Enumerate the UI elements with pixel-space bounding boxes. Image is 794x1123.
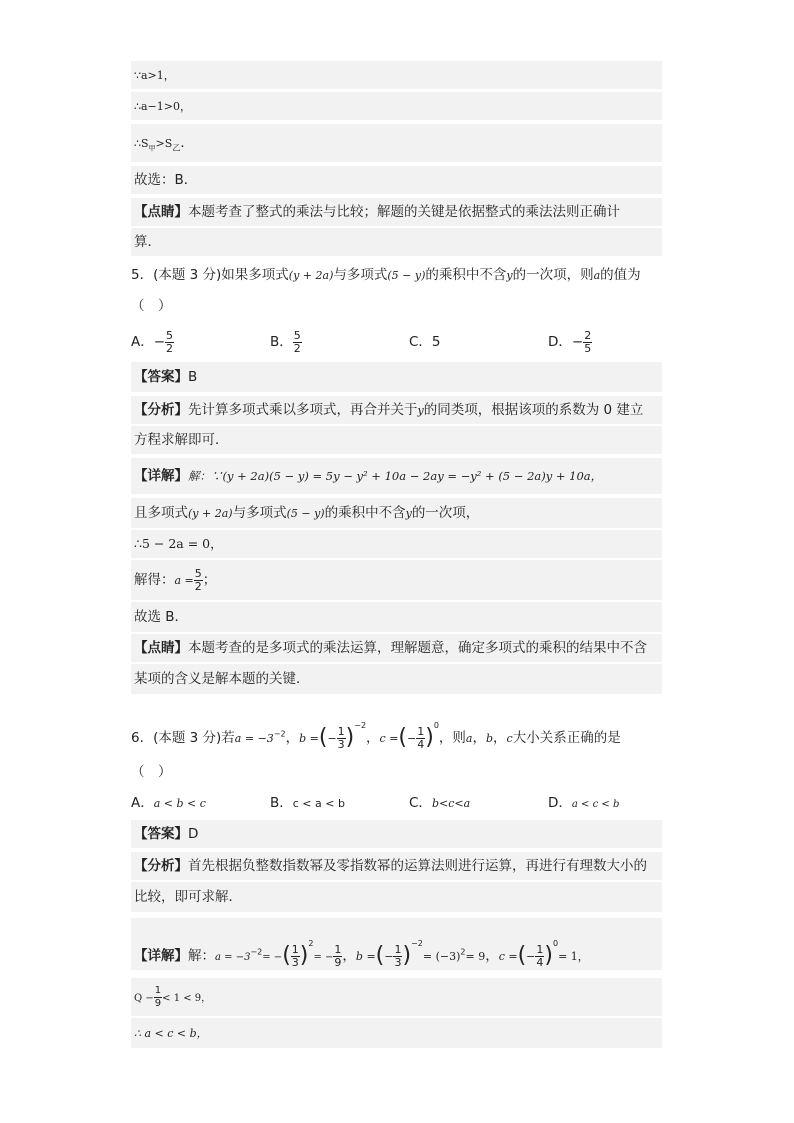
q5-paren: （ ） xyxy=(131,298,172,314)
solution-line-2: ∴a−1>0， xyxy=(131,92,662,120)
q5-detail-1: 【详解】解：∵(y + 2a)(5 − y) = 5y − y² + 10a − 2ay = −y² + (5 − 2a)y + 10a， xyxy=(131,458,662,494)
q5-answer: 【答案】B xyxy=(131,362,662,392)
solution-line-3: $\therefore S_甲>S_乙$． xyxy=(131,124,662,162)
q6-answer: 【答案】D xyxy=(131,820,662,848)
q5-comment-2: 某项的含义是解本题的关键． xyxy=(131,664,662,694)
q5-detail-3: ∴5 − 2a = 0， xyxy=(131,530,662,558)
q6-option-c: C．b<c<a xyxy=(409,795,471,811)
q5-option-c: C．5 xyxy=(409,334,441,350)
q6-option-b: B．c < a < b xyxy=(270,795,345,811)
q6-options xyxy=(131,792,662,814)
q5-detail-2: 且多项式(y + 2a)与多项式(5 − y)的乘积中不含y的一次项， xyxy=(131,498,662,528)
q5-option-a: A．− $\frac{5}{2}$ xyxy=(131,328,174,355)
q5-comment-1: 【点睛】本题考查的是多项式的乘法运算，理解题意，确定多项式的乘积的结果中不含 xyxy=(131,634,662,662)
q6-analysis-2: 比较，即可求解． xyxy=(131,882,662,912)
q5-option-b: B． $\frac{5}{2}$ xyxy=(270,328,301,355)
q5-choice: 故选 B． xyxy=(131,602,662,632)
q5-analysis-2: 方程求解即可． xyxy=(131,426,662,454)
comment-line-1: 【点睛】本题考查了整式的乘法与比较；解题的关键是依据整式的乘法法则正确计 xyxy=(131,198,662,226)
q6-analysis-1: 【分析】首先根据负整数指数幂及零指数幂的运算法则进行运算，再进行有理数大小的 xyxy=(131,852,662,880)
q5-options xyxy=(131,324,662,360)
q6-detail-1: 【详解】解：$a = -3^{-2}=$ −( $\frac{1}{3}$ )$^2$= − $\frac{1}{9}$ ，b =(− $\frac{1}{3}$ )$^{-2}= (-3)^2= 9$，c =(− $\frac{1}{4}$ )$^0$= 1， xyxy=(131,918,662,970)
q5-detail-4: 解得：a = $\frac{5}{2}$ ； xyxy=(131,560,662,600)
solution-line-1: ∵a>1， xyxy=(131,61,662,89)
q6-detail-3: ∴ a < c < b， xyxy=(131,1018,662,1048)
q5-stem: 5．(本题 3 分)如果多项式(y + 2a)与多项式(5 − y)的乘积中不含y的一次项，则a的值为 xyxy=(131,267,641,283)
q6-option-d: D．a < c < b xyxy=(548,795,620,811)
q6-option-a: A．a < b < c xyxy=(131,795,206,811)
q6-stem: 6．(本题 3 分)若$a = -3^{-2}$，b =(− $\frac{1}{3}$ )$^{-2}$，c =(− $\frac{1}{4}$ )$^0$，则a，b，c大小关系正确的是 xyxy=(131,721,621,751)
q6-paren: （ ） xyxy=(131,764,172,780)
q5-option-d: D．− $\frac{2}{5}$ xyxy=(548,328,592,355)
q6-detail-2: Q − $\frac{1}{9}$ < 1 < 9， xyxy=(131,978,662,1016)
q5-analysis-1: 【分析】先计算多项式乘以多项式，再合并关于y的同类项，根据该项的系数为 0 建立 xyxy=(131,396,662,424)
comment-line-2: 算． xyxy=(131,228,662,256)
solution-choice: 故选：B． xyxy=(131,166,662,194)
